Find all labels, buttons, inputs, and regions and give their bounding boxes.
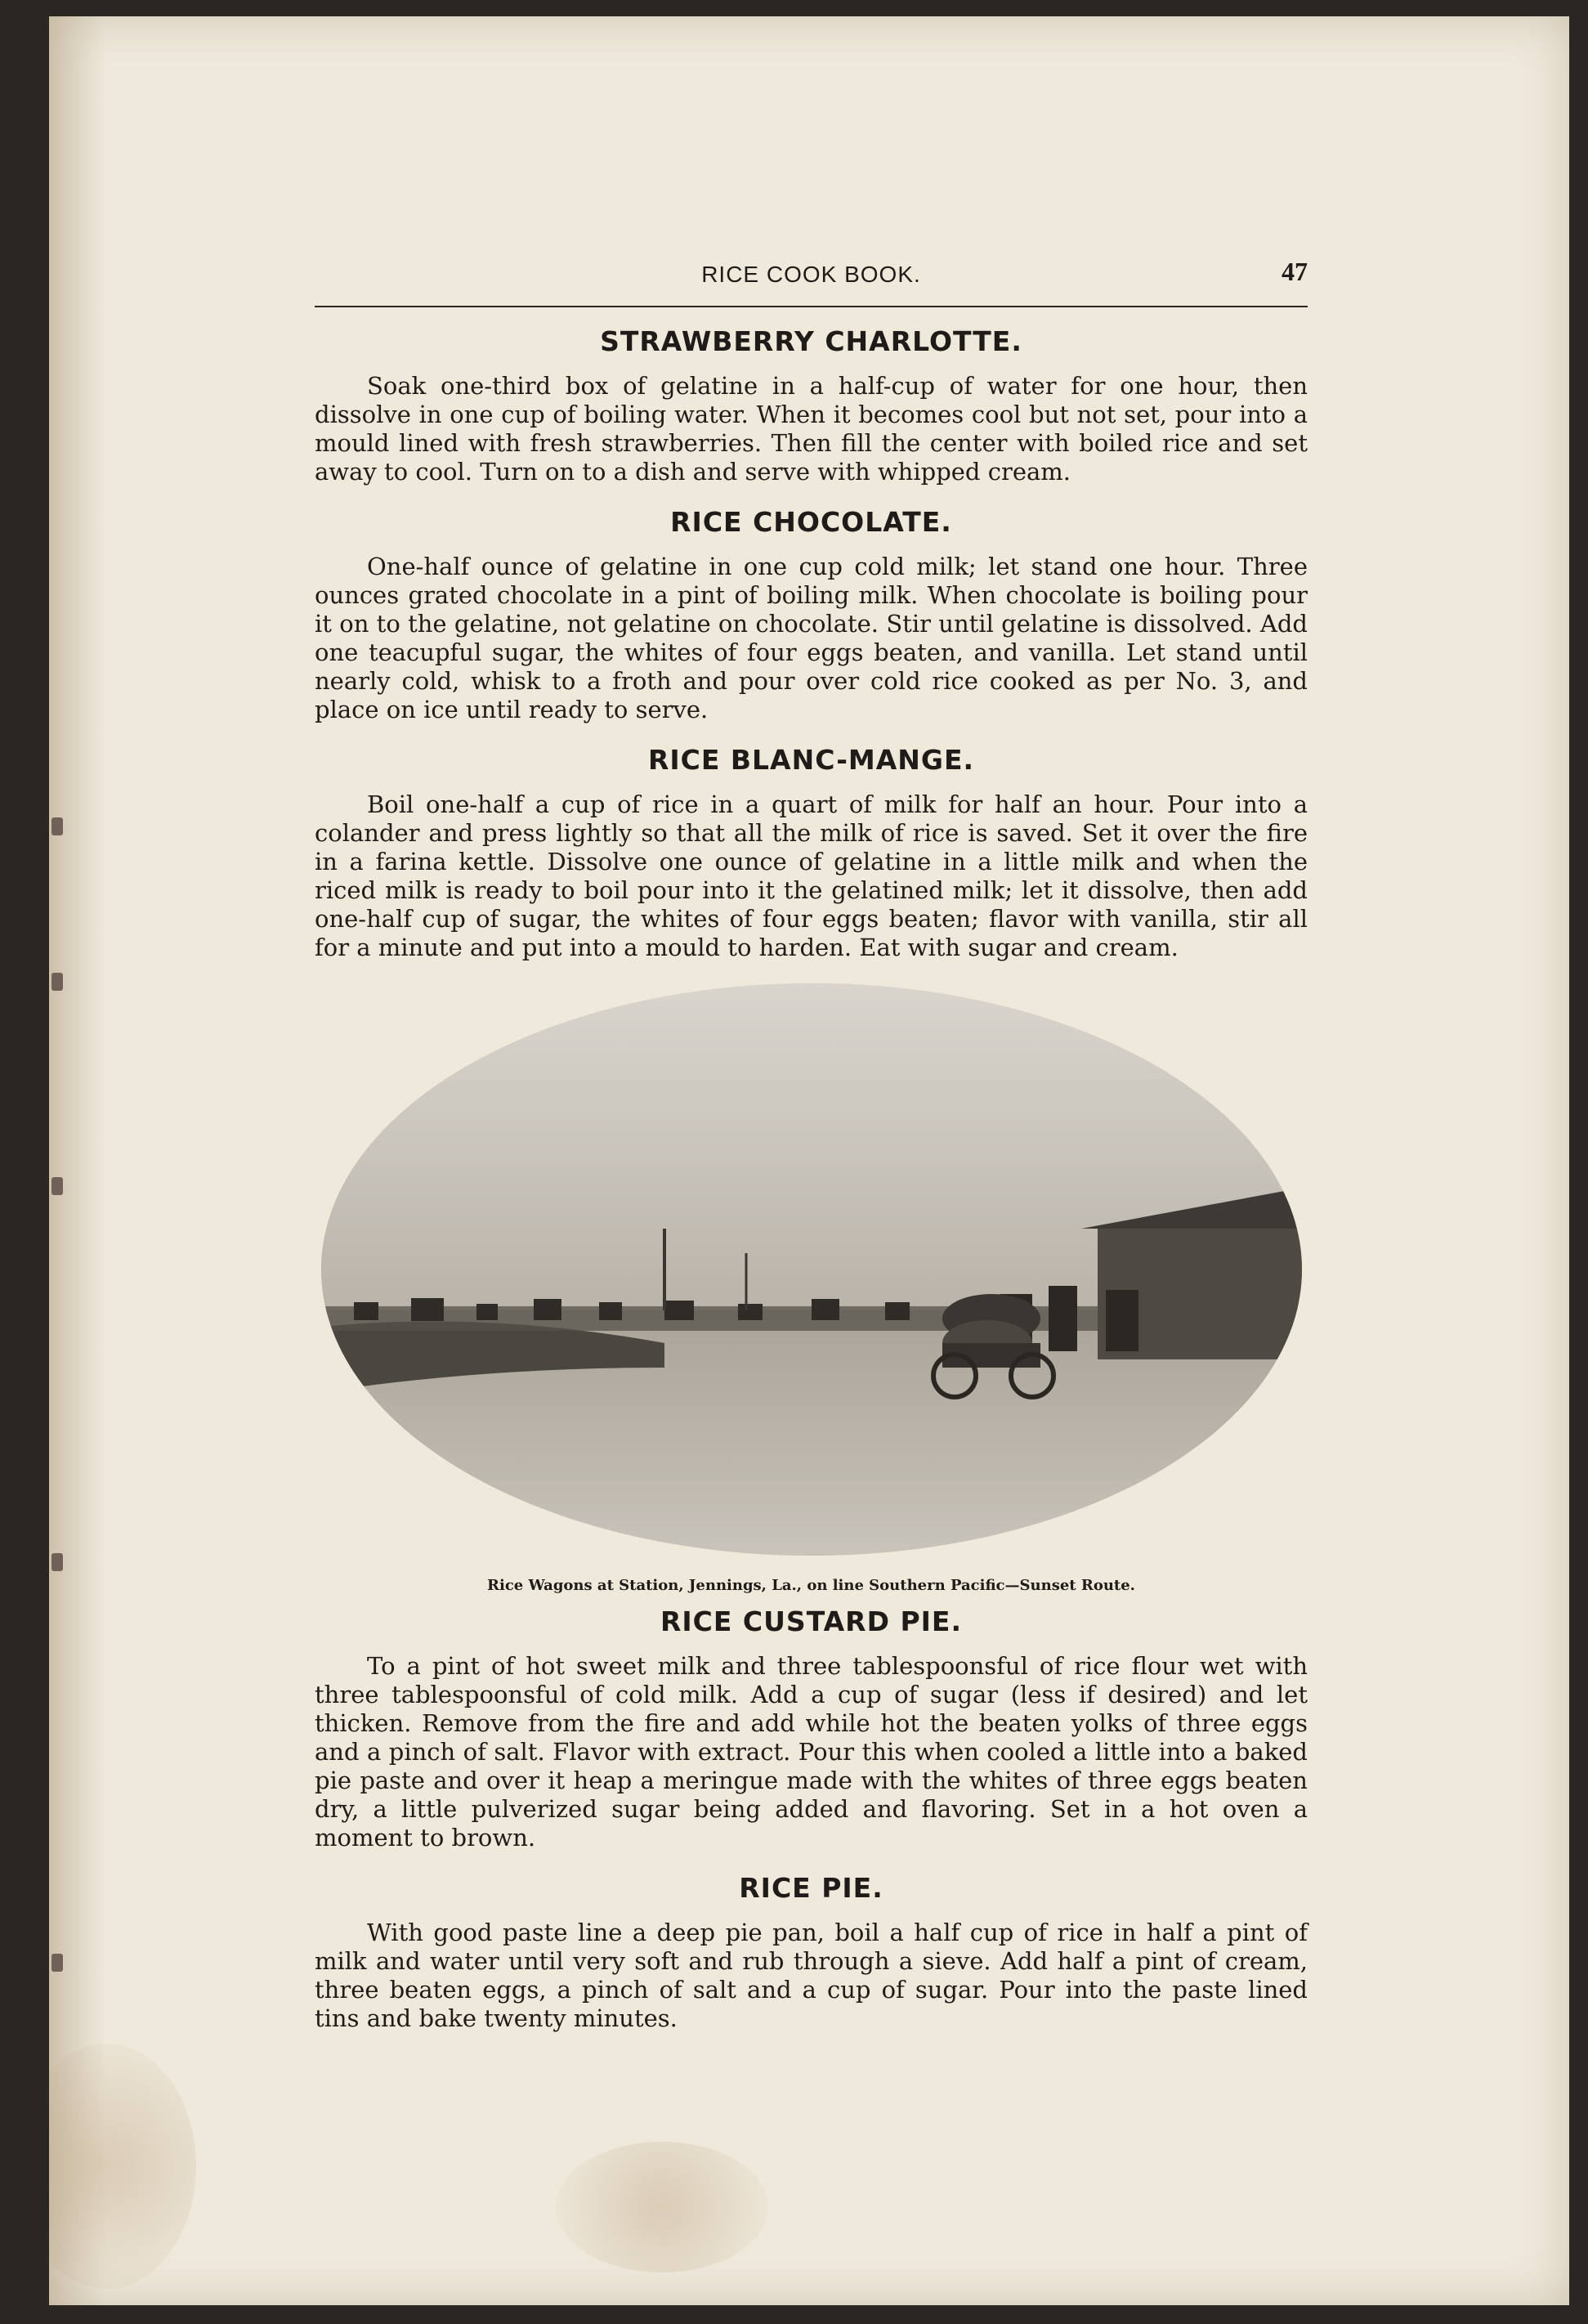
page-content: [315, 257, 1308, 2053]
recipe-rice-custard-pie: [315, 1605, 1308, 1852]
running-title: RICE COOK BOOK.: [701, 262, 921, 287]
book-page: [49, 16, 1569, 2305]
recipe-body: To a pint of hot sweet milk and three tablespoonsful of rice flour wet with three tablespoonsful of cold milk. Add a cup of sugar (less if desired) and let thicken. Remove from the fire and add while hot the beaten yolks of three eggs and a pinch of salt. Flavor with extract. Pour this when cooled a little into a baked pie paste and over it heap a meringue made with the whites of three eggs beaten dry, a little pulverized sugar being added and flavoring. Set in a hot oven a moment to brown.: [315, 1652, 1308, 1852]
recipe-body: With good paste line a deep pie pan, boil a half cup of rice in half a pint of milk and water until very soft and rub through a sieve. Add half a pint of cream, three beaten eggs, a pinch of salt and a cup of sugar. Pour into the paste lined tins and bake twenty minutes.: [315, 1919, 1308, 2032]
water-stain: [49, 2044, 196, 2289]
water-stain: [556, 2142, 768, 2273]
page-number: 47: [1282, 257, 1308, 286]
recipe-body: Boil one-half a cup of rice in a quart of milk for half an hour. Pour into a colander and press lightly so that all the milk of rice is saved. Set it over the fire in a farina kettle. Dissolve one ounce of gelatine in a little milk and when the riced milk is ready to boil pour into it the gelatined milk; let it dissolve, then add one-half cup of sugar, the whites of four eggs beaten; flavor with vanilla, stir all for a minute and put into a mould to harden. Eat with sugar and cream.: [315, 790, 1308, 961]
photo-block: [315, 983, 1308, 1594]
recipe-body: Soak one-third box of gelatine in a half-cup of water for one hour, then dissolve in one cup of boiling water. When it becomes cool but not set, pour into a mould lined with fresh strawberries. Then fill the center with boiled rice and set away to cool. Turn on to a dish and serve with whipped cream.: [315, 372, 1308, 486]
recipe-strawberry-charlotte: [315, 325, 1308, 486]
binding-stitch: [51, 817, 63, 835]
recipe-title: RICE CHOCOLATE.: [670, 506, 952, 538]
rice-wagons-photo: [321, 983, 1302, 1556]
recipe-body: One-half ounce of gelatine in one cup cold milk; let stand one hour. Three ounces grated chocolate in a pint of boiling milk. When chocolate is boiling pour it on to the gelatine, not gelatine on chocolate. Stir until gelatine is dissolved. Add one teacupful sugar, the whites of four eggs beaten, and vanilla. Let stand until nearly cold, whisk to a froth and pour over cold rice cooked as per No. 3, and place on ice until ready to serve.: [315, 553, 1308, 723]
binding-stitch: [51, 1954, 63, 1972]
photo-illustration: [321, 983, 1302, 1556]
recipe-rice-blanc-mange: [315, 744, 1308, 962]
recipe-rice-pie: [315, 1872, 1308, 2033]
binding-stitch: [51, 973, 63, 991]
running-header: [315, 257, 1308, 302]
recipe-title: RICE PIE.: [739, 1872, 883, 1904]
header-rule: [315, 306, 1308, 307]
recipe-title: RICE CUSTARD PIE.: [660, 1605, 963, 1637]
recipe-rice-chocolate: [315, 506, 1308, 724]
binding-stitch: [51, 1553, 63, 1571]
recipe-title: STRAWBERRY CHARLOTTE.: [600, 325, 1022, 357]
binding-stitch: [51, 1177, 63, 1195]
photo-caption: Rice Wagons at Station, Jennings, La., on line Southern Pacific—Sunset Route.: [487, 1577, 1135, 1594]
recipe-title: RICE BLANC-MANGE.: [647, 744, 975, 776]
